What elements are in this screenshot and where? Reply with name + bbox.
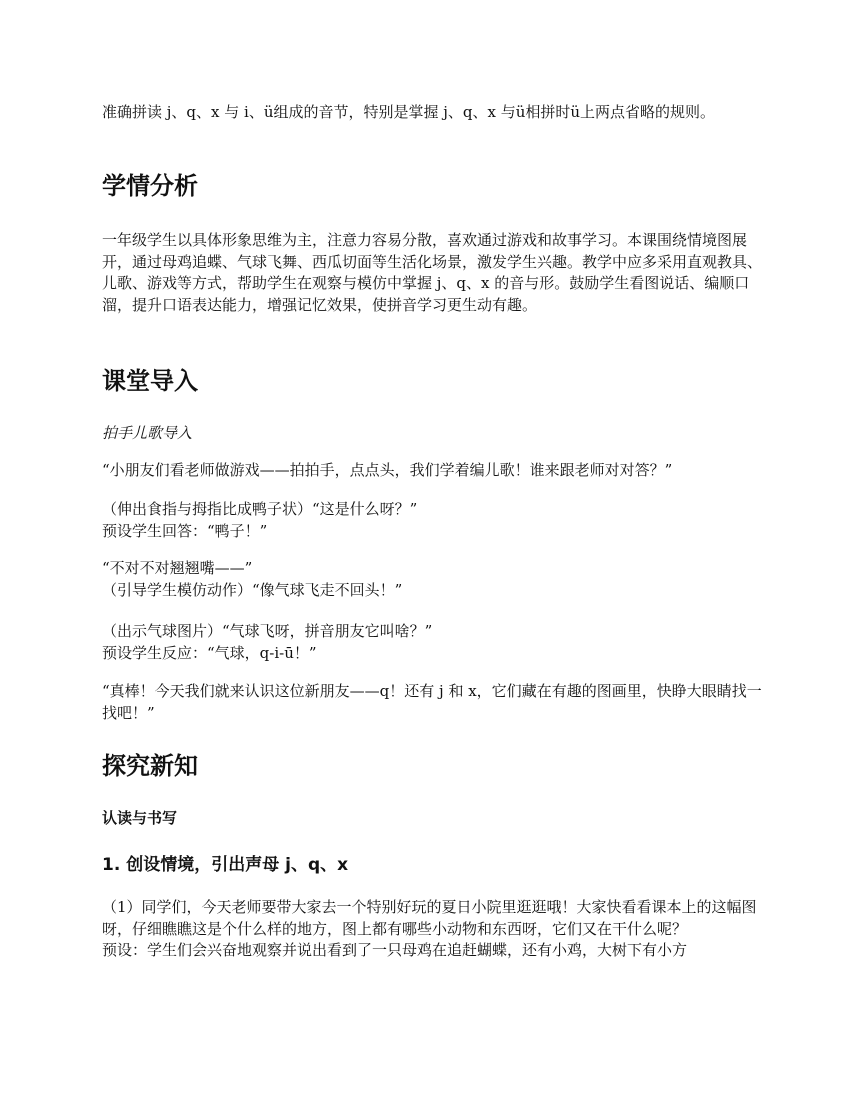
step-paragraph-text: 预设：学生们会兴奋地观察并说出看到了一只母鸡在追赶蝴蝶，还有小鸡，大树下有小方 [102, 941, 688, 959]
lead-in-paragraph-4 [102, 621, 762, 664]
lead-in-line: （引导学生模仿动作）“像气球飞走不回头！” [102, 580, 403, 599]
lead-in-paragraph-1: “小朋友们看老师做游戏——拍拍手，点点头，我们学着编儿歌！谁来跟老师对对答？” [102, 461, 673, 479]
lead-in-subtitle: 拍手儿歌导入 [102, 424, 193, 442]
lead-in-line: 预设学生回答：“鸭子！” [102, 521, 268, 540]
heading-explore: 探究新知 [102, 752, 198, 780]
subheading-reading-writing: 认读与书写 [102, 809, 178, 827]
step-paragraph [102, 897, 762, 962]
lead-in-paragraph-3 [102, 558, 762, 601]
lead-in-line: “不对不对翘翘嘴——” [102, 559, 253, 577]
lead-in-paragraph-5: “真棒！今天我们就来认识这位新朋友——q！还有 j 和 x，它们藏在有趣的图画里，快睁大眼睛找一找吧！” [102, 682, 762, 722]
intro-paragraph: 准确拼读 j、q、x 与 i、ü组成的音节，特别是掌握 j、q、x 与ü相拼时ü上两点省略的规则。 [102, 103, 716, 121]
lead-in-line: （伸出食指与拇指比成鸭子状）“这是什么呀？” [102, 500, 418, 518]
analysis-paragraph: 一年级学生以具体形象思维为主，注意力容易分散，喜欢通过游戏和故事学习。本课围绕情境图展开，通过母鸡追蝶、气球飞舞、西瓜切面等生活化场景，激发学生兴趣。教学中应多采用直观教具、儿歌、游戏等方式，帮助学生在观察与模仿中掌握 j、q、x 的音与形。鼓励学生看图说话、编顺口溜，提升口语表达能力，增强记忆效果，使拼音学习更生动有趣。 [102, 231, 763, 314]
heading-lead-in: 课堂导入 [102, 367, 198, 395]
heading-analysis: 学情分析 [102, 172, 198, 200]
step-title: 1. 创设情境，引出声母 j、q、x [102, 855, 349, 875]
lead-in-line: （出示气球图片）“气球飞呀，拼音朋友它叫啥？” [102, 622, 433, 640]
lead-in-paragraph-2 [102, 499, 762, 542]
step-paragraph-text: （1）同学们，今天老师要带大家去一个特别好玩的夏日小院里逛逛哦！大家快看看课本上的这幅图呀，仔细瞧瞧这是个什么样的地方，图上都有哪些小动物和东西呀，它们又在干什么呢？ [102, 898, 757, 938]
lead-in-line: 预设学生反应：“气球，q-i-ū！” [102, 643, 317, 662]
